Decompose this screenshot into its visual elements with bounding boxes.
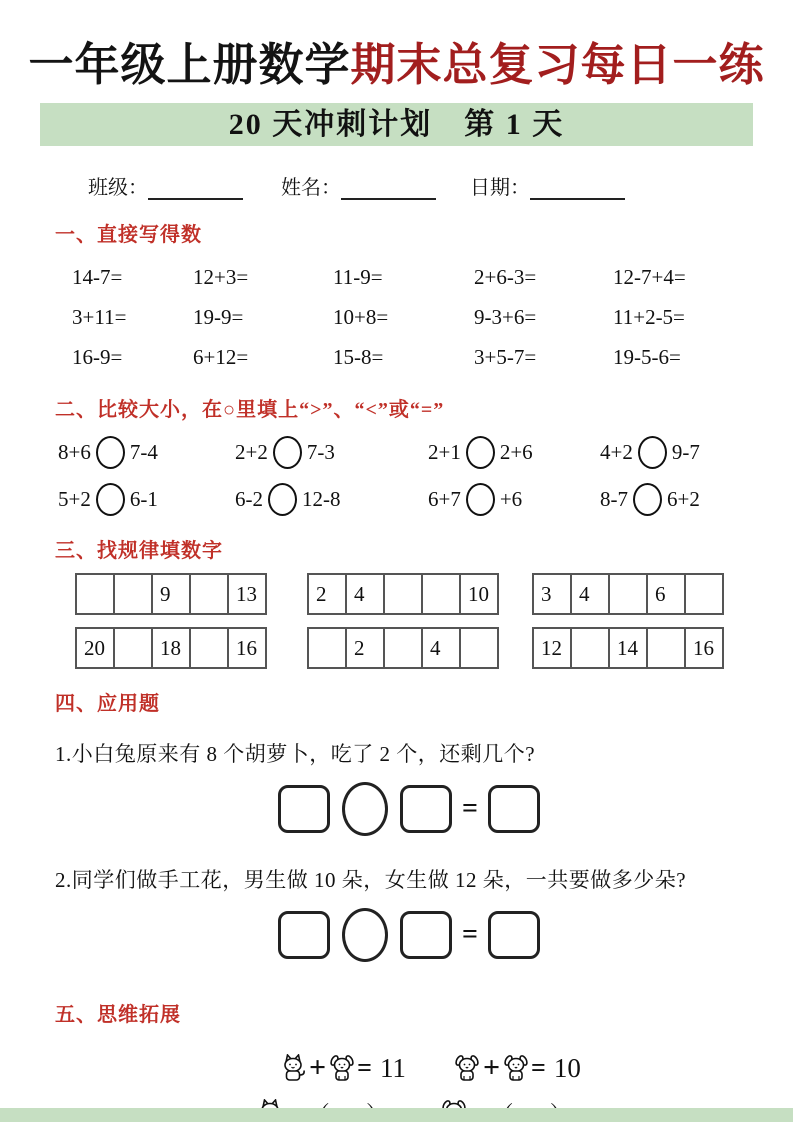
equals-sign: = (531, 1053, 546, 1082)
pattern-cell (647, 628, 685, 668)
equation-result: 11 (379, 1052, 406, 1083)
pattern-table (307, 627, 499, 669)
pattern-cell: 10 (460, 574, 498, 614)
pattern-cell (76, 574, 114, 614)
right-expression: 7-3 (306, 440, 335, 464)
comparison-item (235, 430, 428, 475)
right-expression: 9-7 (671, 440, 700, 464)
cat-icon (280, 1054, 306, 1082)
left-expression: 2+1 (428, 440, 461, 464)
answer-box (278, 785, 330, 833)
pattern-table (75, 627, 267, 669)
pattern-cell: 2 (308, 574, 346, 614)
math-problem: 11-9= (333, 265, 383, 289)
answer-template-1 (278, 782, 793, 836)
comparison-circle (268, 483, 297, 516)
left-expression: 4+2 (600, 440, 633, 464)
pattern-cell: 6 (647, 574, 685, 614)
right-expression: 7-4 (129, 440, 158, 464)
pattern-table (75, 573, 267, 615)
operator-circle (342, 908, 388, 962)
comparison-item (235, 477, 428, 522)
math-problem: 15-8= (333, 345, 384, 369)
math-problem: 9-3+6= (474, 305, 537, 329)
pattern-cell: 12 (533, 628, 571, 668)
pattern-cell: 16 (228, 628, 266, 668)
pattern-cell (190, 628, 228, 668)
pattern-cell (384, 574, 422, 614)
math-problem: 3+11= (72, 305, 127, 329)
math-problem: 14-7= (72, 265, 123, 289)
right-expression: 2+6 (499, 440, 533, 464)
name-label: 姓名： (281, 177, 341, 199)
animal-equation-2 (454, 1051, 581, 1085)
pattern-cell: 4 (346, 574, 384, 614)
answer-template-2 (278, 908, 793, 962)
answer-box (488, 785, 540, 833)
equation-result: 10 (553, 1052, 581, 1083)
math-problem: 19-5-6= (613, 345, 681, 369)
section4-title: 四、应用题 (55, 693, 160, 715)
pattern-cell (422, 574, 460, 614)
comparison-item (58, 477, 235, 522)
right-expression: 6-1 (129, 487, 158, 511)
dog-icon (329, 1054, 355, 1082)
pattern-cell: 16 (685, 628, 723, 668)
pattern-cell (114, 574, 152, 614)
pattern-cell (571, 628, 609, 668)
comparison-circle (96, 436, 125, 469)
comparison-item (600, 477, 793, 522)
pattern-table (307, 573, 499, 615)
word-problem-2: 2.同学们做手工花，男生做 10 朵，女生做 12 朵，一共要做多少朵? (55, 868, 687, 892)
math-problem: 2+6-3= (474, 265, 537, 289)
pattern-cell (114, 628, 152, 668)
dog-icon (454, 1054, 480, 1082)
right-expression: 6+2 (667, 487, 700, 511)
math-problem: 12-7+4= (613, 265, 686, 289)
left-expression: 6-2 (235, 487, 263, 511)
answer-box (400, 911, 452, 959)
arithmetic-grid (72, 257, 793, 377)
title-black: 一年级上册数学 (28, 40, 351, 90)
pattern-table (532, 627, 724, 669)
comparison-circle (273, 436, 302, 469)
answer-box (278, 911, 330, 959)
animal-equation-1 (280, 1051, 406, 1085)
equals-sign: = (462, 919, 478, 950)
comparison-circle (96, 483, 125, 516)
plus-sign: + (482, 1051, 501, 1084)
left-expression: 8+6 (58, 440, 91, 464)
pattern-cell (190, 574, 228, 614)
student-info-row (0, 170, 793, 200)
pattern-cell (460, 628, 498, 668)
math-problem: 10+8= (333, 305, 389, 329)
section2-title: 二、比较大小，在○里填上“>”、“<”或“=” (55, 399, 445, 421)
right-expression: 12-8 (302, 487, 341, 511)
plan-banner: 20 天冲刺计划 第 1 天 (40, 103, 753, 146)
left-expression: 2+2 (235, 440, 268, 464)
answer-box (488, 911, 540, 959)
class-label: 班级： (88, 177, 148, 199)
math-problem: 19-9= (193, 305, 244, 329)
equals-sign: = (462, 793, 478, 824)
pattern-cell: 9 (152, 574, 190, 614)
pattern-cell (685, 574, 723, 614)
pattern-tables-row-1 (75, 573, 793, 615)
operator-circle (342, 782, 388, 836)
answer-box (400, 785, 452, 833)
plus-sign: + (309, 1051, 327, 1084)
pattern-cell: 13 (228, 574, 266, 614)
pattern-table (532, 573, 724, 615)
page-title (0, 0, 793, 94)
left-expression: 5+2 (58, 487, 91, 511)
name-blank-line (341, 178, 436, 200)
comparison-grid (58, 430, 793, 522)
pattern-cell: 4 (422, 628, 460, 668)
pattern-cell: 3 (533, 574, 571, 614)
pattern-cell: 14 (609, 628, 647, 668)
date-label: 日期： (470, 177, 530, 199)
word-problem-1: 1.小白兔原来有 8 个胡萝卜，吃了 2 个，还剩几个? (55, 742, 536, 766)
pattern-tables-row-2 (75, 627, 793, 669)
pattern-cell: 18 (152, 628, 190, 668)
dog-icon (503, 1054, 529, 1082)
left-expression: 8-7 (600, 487, 628, 511)
math-problem: 12+3= (193, 265, 249, 289)
comparison-circle (638, 436, 667, 469)
math-problem: 6+12= (193, 345, 249, 369)
pattern-cell: 20 (76, 628, 114, 668)
pattern-cell (308, 628, 346, 668)
math-problem: 11+2-5= (613, 305, 685, 329)
animal-equations-row (280, 1051, 793, 1085)
title-red: 期末总复习每日一练 (350, 40, 765, 90)
pattern-cell: 4 (571, 574, 609, 614)
math-problem: 16-9= (72, 345, 123, 369)
pattern-cell: 2 (346, 628, 384, 668)
equals-sign: = (357, 1053, 372, 1082)
pattern-cell (384, 628, 422, 668)
comparison-item (428, 477, 600, 522)
section3-title: 三、找规律填数字 (55, 540, 223, 562)
comparison-item (428, 430, 600, 475)
pattern-cell (609, 574, 647, 614)
date-blank-line (530, 178, 625, 200)
comparison-circle (466, 483, 495, 516)
section1-title: 一、直接写得数 (55, 224, 202, 246)
class-blank-line (148, 178, 243, 200)
left-expression: 6+7 (428, 487, 461, 511)
right-expression: +6 (499, 487, 523, 511)
comparison-item (58, 430, 235, 475)
bottom-green-bar (0, 1108, 793, 1122)
math-problem: 3+5-7= (474, 345, 537, 369)
section5-title: 五、思维拓展 (55, 1004, 181, 1026)
comparison-circle (466, 436, 495, 469)
comparison-item (600, 430, 793, 475)
comparison-circle (633, 483, 662, 516)
